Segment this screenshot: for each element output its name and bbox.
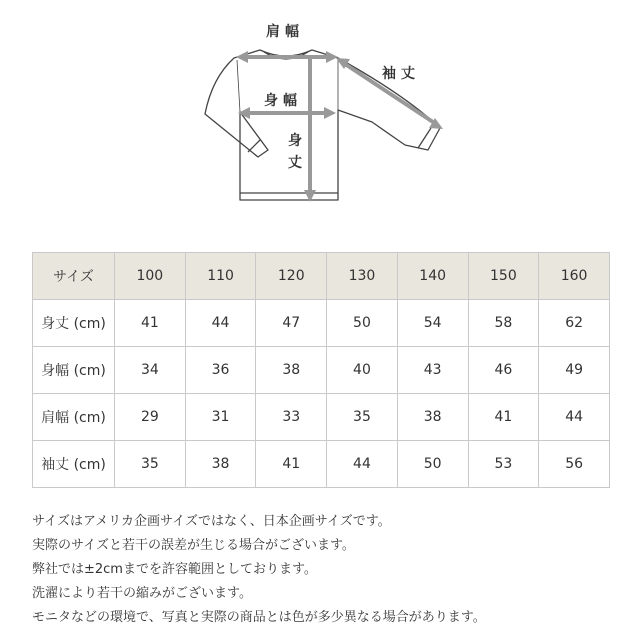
table-cell: 31 bbox=[185, 394, 256, 441]
table-cell: 50 bbox=[327, 300, 398, 347]
header-cell: 140 bbox=[397, 253, 468, 300]
table-cell: 56 bbox=[539, 441, 610, 488]
header-cell: 130 bbox=[327, 253, 398, 300]
table-cell: 54 bbox=[397, 300, 468, 347]
length-label bbox=[287, 130, 303, 174]
table-cell: 50 bbox=[397, 441, 468, 488]
header-cell: 110 bbox=[185, 253, 256, 300]
length-label-2: 丈 bbox=[288, 155, 302, 171]
header-cell: サイズ bbox=[33, 253, 115, 300]
width-label: 身幅 bbox=[264, 93, 302, 109]
table-cell: 29 bbox=[115, 394, 186, 441]
table-cell: 44 bbox=[185, 300, 256, 347]
table-row bbox=[33, 441, 610, 488]
table-cell: 35 bbox=[115, 441, 186, 488]
header-cell: 100 bbox=[115, 253, 186, 300]
notes bbox=[32, 510, 632, 630]
table-cell: 35 bbox=[327, 394, 398, 441]
table-cell: 58 bbox=[468, 300, 539, 347]
table-cell: 62 bbox=[539, 300, 610, 347]
table-row bbox=[33, 394, 610, 441]
note-line: サイズはアメリカ企画サイズではなく、日本企画サイズです。 bbox=[32, 514, 391, 529]
header-cell: 160 bbox=[539, 253, 610, 300]
note-line: 弊社では±2cmまでを許容範囲としております。 bbox=[32, 562, 317, 577]
table-header-row bbox=[33, 253, 610, 300]
shirt-illustration bbox=[0, 0, 640, 230]
sleeve-label: 袖丈 bbox=[382, 66, 420, 82]
table-cell: 41 bbox=[115, 300, 186, 347]
table-cell: 44 bbox=[327, 441, 398, 488]
header-cell: 150 bbox=[468, 253, 539, 300]
table-cell: 36 bbox=[185, 347, 256, 394]
note-line: 実際のサイズと若干の誤差が生じる場合がございます。 bbox=[32, 538, 355, 553]
row-label: 身幅 (cm) bbox=[33, 347, 115, 394]
header-cell: 120 bbox=[256, 253, 327, 300]
note-line: 洗濯により若干の縮みがございます。 bbox=[32, 586, 252, 601]
shoulder-label: 肩幅 bbox=[266, 24, 304, 40]
row-label: 袖丈 (cm) bbox=[33, 441, 115, 488]
table-cell: 40 bbox=[327, 347, 398, 394]
table-cell: 34 bbox=[115, 347, 186, 394]
table-cell: 47 bbox=[256, 300, 327, 347]
table-row bbox=[33, 347, 610, 394]
table-cell: 44 bbox=[539, 394, 610, 441]
note-line: モニタなどの環境で、写真と実際の商品とは色が多少異なる場合があります。 bbox=[32, 610, 486, 625]
row-label: 肩幅 (cm) bbox=[33, 394, 115, 441]
table-cell: 38 bbox=[397, 394, 468, 441]
table-cell: 33 bbox=[256, 394, 327, 441]
table-row bbox=[33, 300, 610, 347]
table-cell: 43 bbox=[397, 347, 468, 394]
measurement-diagram bbox=[0, 0, 640, 230]
length-label-1: 身 bbox=[288, 133, 302, 149]
table-cell: 53 bbox=[468, 441, 539, 488]
table-cell: 38 bbox=[185, 441, 256, 488]
row-label: 身丈 (cm) bbox=[33, 300, 115, 347]
size-table bbox=[32, 252, 610, 488]
table-cell: 41 bbox=[468, 394, 539, 441]
table-cell: 41 bbox=[256, 441, 327, 488]
table-cell: 38 bbox=[256, 347, 327, 394]
table-cell: 46 bbox=[468, 347, 539, 394]
table-cell: 49 bbox=[539, 347, 610, 394]
